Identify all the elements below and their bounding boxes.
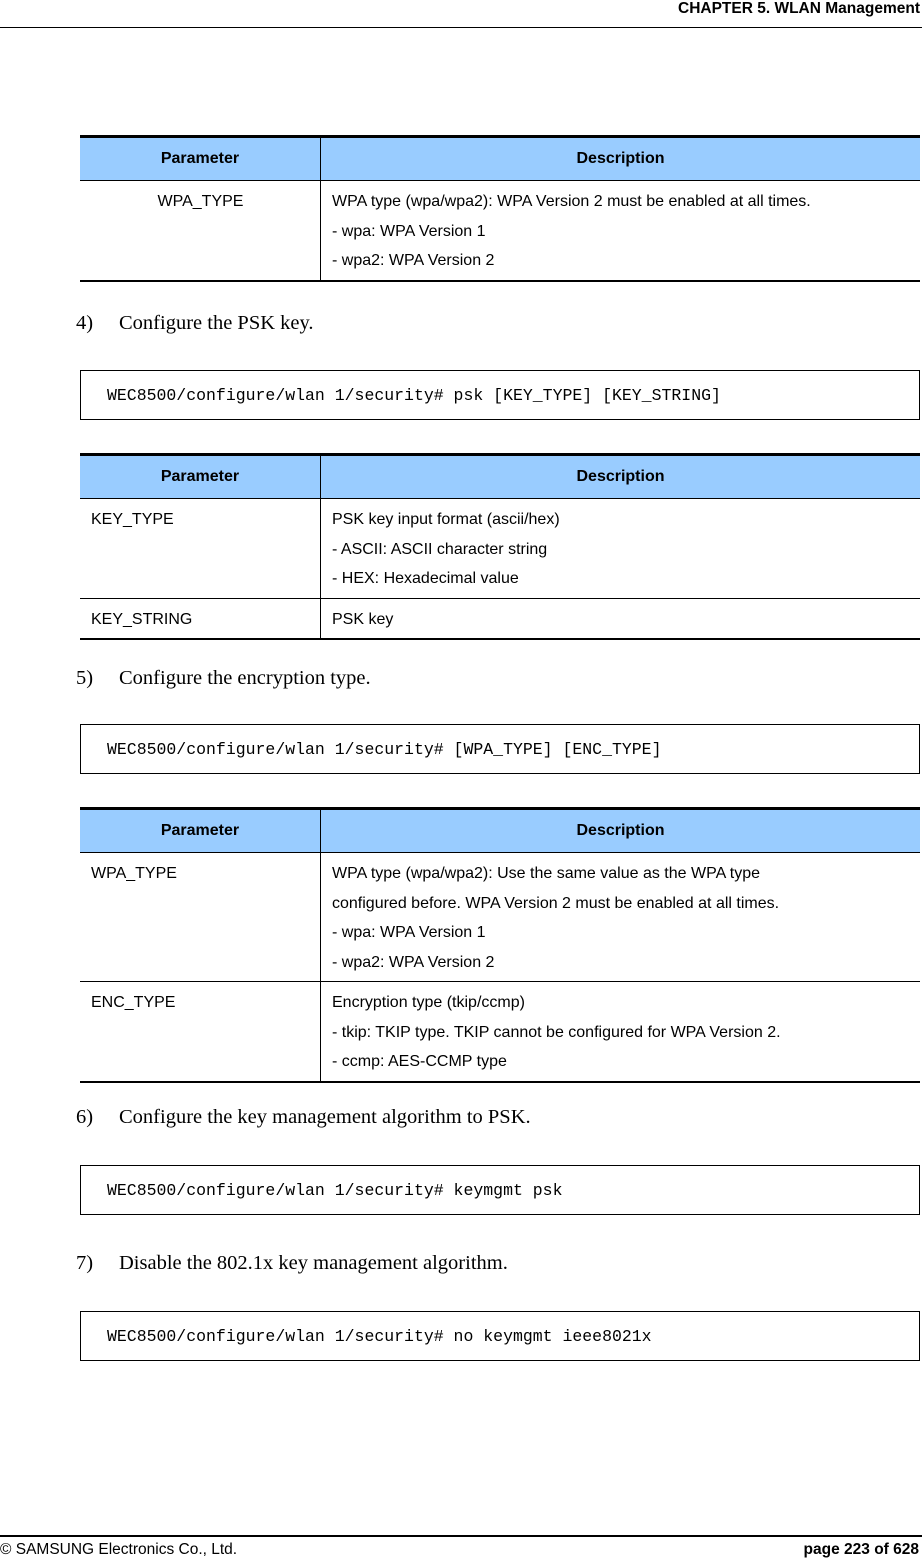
desc-line: - wpa2: WPA Version 2 [332,953,495,971]
desc-line: - tkip: TKIP type. TKIP cannot be configured for WPA Version 2. [332,1023,781,1041]
desc-line: Encryption type (tkip/ccmp) [332,994,525,1011]
desc-cell [321,982,921,1082]
table-row [80,499,920,599]
desc-line: - ASCII: ASCII character string [332,540,548,558]
step-5 [76,667,371,690]
desc-line: - ccmp: AES-CCMP type [332,1053,507,1070]
table-header-row [80,809,920,853]
column-header-parameter: Parameter [80,809,321,853]
step-number: 7) [76,1252,94,1274]
chapter-header: CHAPTER 5. WLAN Management [678,0,920,17]
parameter-table-psk [80,453,920,640]
param-cell: ENC_TYPE [80,982,321,1082]
step-number: 5) [76,667,94,689]
param-cell: WPA_TYPE [80,181,321,281]
table-row [80,982,920,1082]
command-box-no-keymgmt: WEC8500/configure/wlan 1/security# no keymgmt ieee8021x [80,1311,920,1361]
table-row [80,181,920,281]
column-header-description: Description [321,137,921,181]
desc-line: configured before. WPA Version 2 must be enabled at all times. [332,894,780,912]
step-text: Configure the PSK key. [119,312,314,334]
footer-page-number: page 223 of 628 [803,1541,919,1558]
desc-line: - wpa2: WPA Version 2 [332,252,495,269]
table-row [80,853,920,982]
step-text: Disable the 802.1x key management algorithm. [119,1252,508,1274]
step-4 [76,312,314,335]
command-box-encryption: WEC8500/configure/wlan 1/security# [WPA_TYPE] [ENC_TYPE] [80,724,920,774]
parameter-table-encryption [80,807,920,1083]
table-header-row [80,137,920,181]
desc-cell [321,853,921,982]
step-text: Configure the key management algorithm to PSK. [119,1106,531,1128]
step-number: 6) [76,1106,94,1128]
footer-copyright: © SAMSUNG Electronics Co., Ltd. [0,1541,238,1558]
footer-divider [0,1535,922,1537]
step-text: Configure the encryption type. [119,667,371,689]
column-header-parameter: Parameter [80,455,321,499]
step-number: 4) [76,312,94,334]
column-header-description: Description [321,809,921,853]
parameter-table-wpa-type [80,135,920,282]
step-7 [76,1252,508,1275]
desc-cell [321,499,921,599]
param-cell: KEY_STRING [80,598,321,639]
header-divider [0,27,922,28]
desc-line: - HEX: Hexadecimal value [332,570,519,587]
desc-line: PSK key [332,610,394,628]
param-cell: WPA_TYPE [80,853,321,982]
desc-line: - wpa: WPA Version 1 [332,924,486,941]
desc-line: PSK key input format (ascii/hex) [332,511,560,528]
desc-line: WPA type (wpa/wpa2): WPA Version 2 must be enabled at all times. [332,193,811,210]
param-cell: KEY_TYPE [80,499,321,599]
desc-cell [321,181,921,281]
desc-line: - wpa: WPA Version 1 [332,222,486,240]
table-row [80,598,920,639]
command-box-keymgmt-psk: WEC8500/configure/wlan 1/security# keymgmt psk [80,1165,920,1215]
desc-line: WPA type (wpa/wpa2): Use the same value as the WPA type [332,865,761,882]
step-6 [76,1106,531,1129]
table-header-row [80,455,920,499]
desc-cell [321,598,921,639]
column-header-parameter: Parameter [80,137,321,181]
command-box-psk: WEC8500/configure/wlan 1/security# psk [KEY_TYPE] [KEY_STRING] [80,370,920,420]
column-header-description: Description [321,455,921,499]
